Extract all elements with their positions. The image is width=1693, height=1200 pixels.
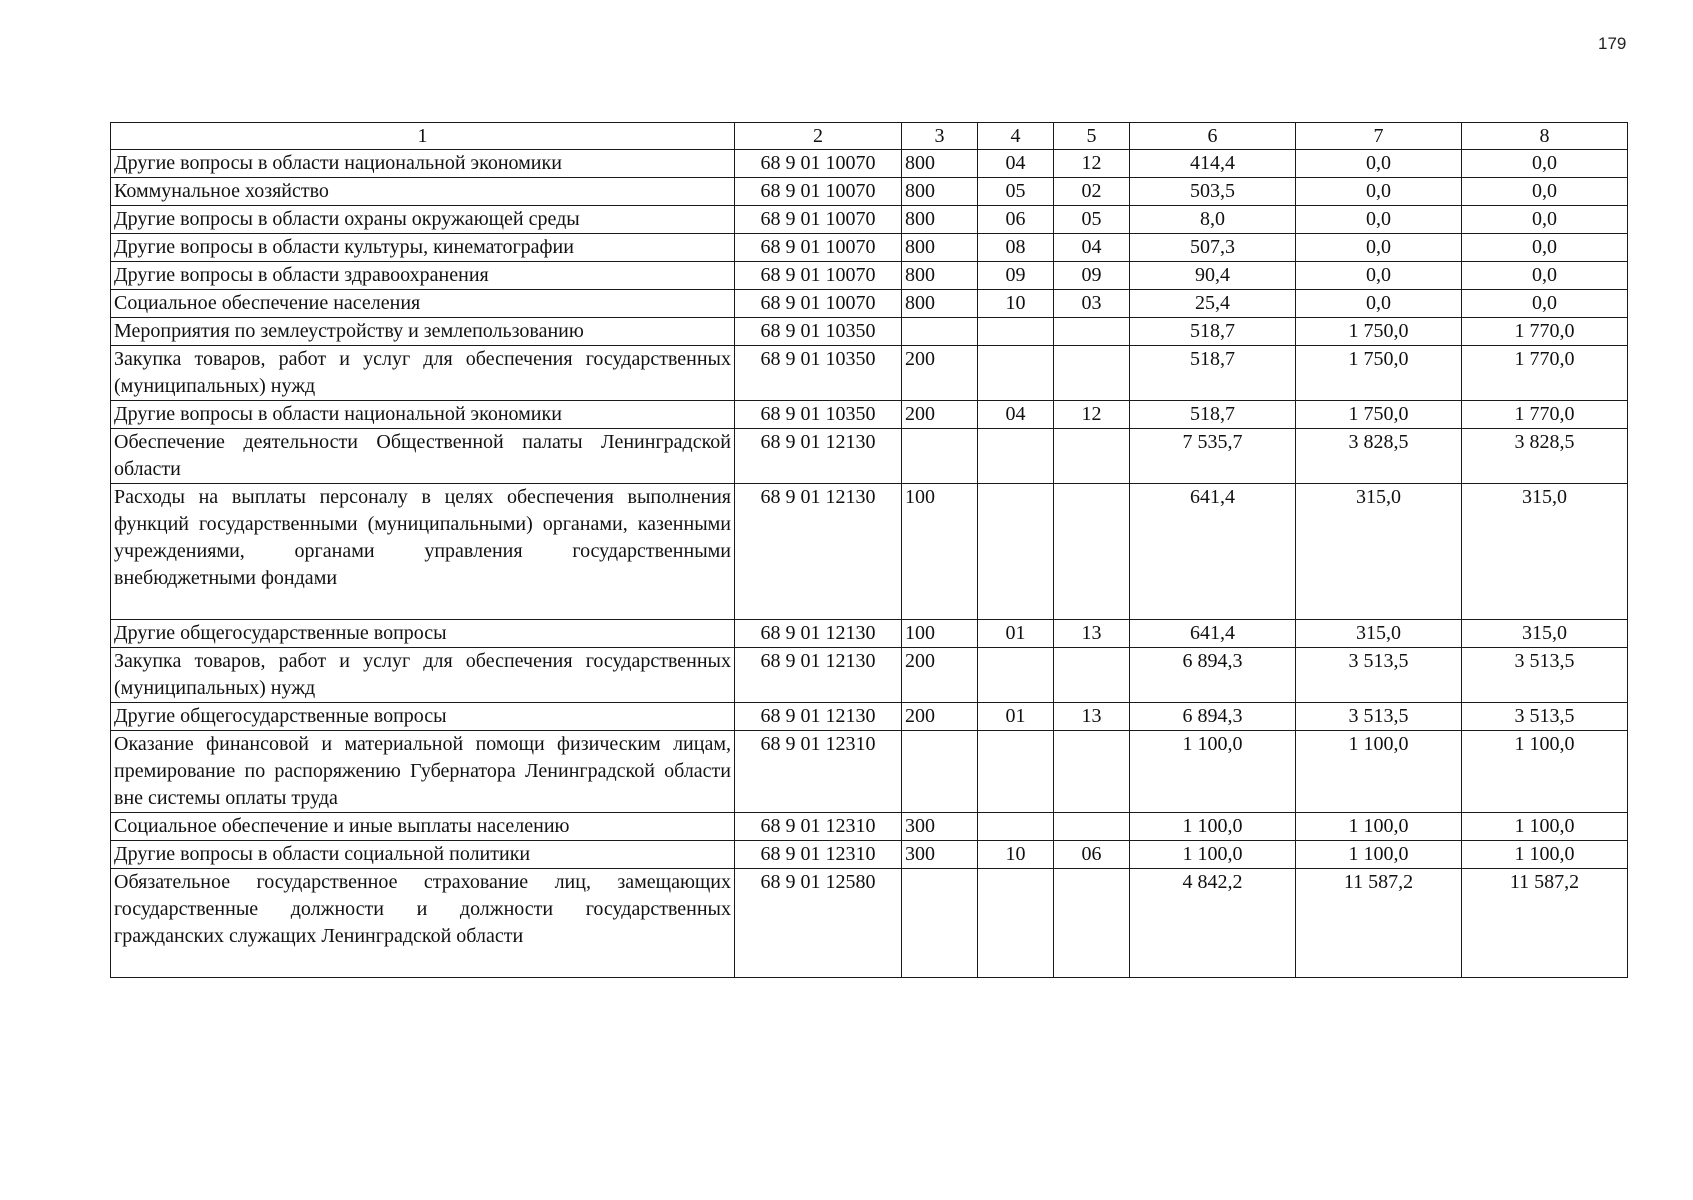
item-name: Другие вопросы в области национальной экономики [111, 401, 735, 429]
table-row [111, 178, 1628, 206]
amount-col8: 0,0 [1462, 206, 1628, 234]
item-name: Расходы на выплаты персоналу в целях обеспечения выполнения функций государственными (муниципальными) органами, казенными учреждениями, органами управления государственными внебюджетными фондами [111, 484, 735, 620]
subsection-code [1054, 346, 1130, 401]
amount-col8: 1 100,0 [1462, 813, 1628, 841]
table-header-row [111, 123, 1628, 150]
item-name: Оказание финансовой и материальной помощи физическим лицам, премирование по распоряжению Губернатора Ленинградской области вне системы оплаты труда [111, 731, 735, 813]
table-row [111, 703, 1628, 731]
section-code: 01 [978, 703, 1054, 731]
expense-type-code: 200 [902, 401, 978, 429]
amount-col7: 0,0 [1296, 178, 1462, 206]
item-name: Другие вопросы в области здравоохранения [111, 262, 735, 290]
table-row [111, 841, 1628, 869]
item-name: Коммунальное хозяйство [111, 178, 735, 206]
amount-col7: 1 100,0 [1296, 731, 1462, 813]
expense-type-code: 300 [902, 813, 978, 841]
table-row [111, 401, 1628, 429]
subsection-code [1054, 869, 1130, 978]
table-row [111, 869, 1628, 978]
amount-col7: 1 750,0 [1296, 318, 1462, 346]
amount-col6: 1 100,0 [1130, 813, 1296, 841]
amount-col8: 315,0 [1462, 620, 1628, 648]
target-article-code: 68 9 01 12310 [735, 731, 902, 813]
expense-type-code: 200 [902, 648, 978, 703]
item-name: Обеспечение деятельности Общественной палаты Ленинградской области [111, 429, 735, 484]
amount-col6: 641,4 [1130, 484, 1296, 620]
amount-col6: 518,7 [1130, 318, 1296, 346]
subsection-code [1054, 731, 1130, 813]
item-name: Другие вопросы в области охраны окружающей среды [111, 206, 735, 234]
table-row [111, 620, 1628, 648]
table-row [111, 813, 1628, 841]
target-article-code: 68 9 01 10070 [735, 206, 902, 234]
amount-col7: 0,0 [1296, 290, 1462, 318]
amount-col7: 11 587,2 [1296, 869, 1462, 978]
expense-type-code: 800 [902, 262, 978, 290]
expense-type-code: 300 [902, 841, 978, 869]
amount-col8: 0,0 [1462, 262, 1628, 290]
item-name: Другие общегосударственные вопросы [111, 620, 735, 648]
table-row [111, 484, 1628, 620]
subsection-code [1054, 813, 1130, 841]
page-number: 179 [1598, 34, 1627, 53]
table-row [111, 150, 1628, 178]
subsection-code: 13 [1054, 703, 1130, 731]
section-code [978, 318, 1054, 346]
subsection-code: 12 [1054, 150, 1130, 178]
subsection-code [1054, 318, 1130, 346]
subsection-code: 02 [1054, 178, 1130, 206]
expense-type-code [902, 731, 978, 813]
expense-type-code: 800 [902, 290, 978, 318]
table-row [111, 234, 1628, 262]
amount-col7: 0,0 [1296, 150, 1462, 178]
subsection-code: 05 [1054, 206, 1130, 234]
section-code: 10 [978, 290, 1054, 318]
amount-col8: 1 770,0 [1462, 401, 1628, 429]
amount-col8: 0,0 [1462, 234, 1628, 262]
subsection-code [1054, 429, 1130, 484]
target-article-code: 68 9 01 12130 [735, 620, 902, 648]
amount-col7: 0,0 [1296, 262, 1462, 290]
amount-col7: 0,0 [1296, 234, 1462, 262]
item-name: Социальное обеспечение и иные выплаты населению [111, 813, 735, 841]
expense-type-code: 800 [902, 234, 978, 262]
table-row [111, 731, 1628, 813]
section-code: 01 [978, 620, 1054, 648]
amount-col6: 414,4 [1130, 150, 1296, 178]
amount-col7: 315,0 [1296, 484, 1462, 620]
amount-col8: 1 770,0 [1462, 318, 1628, 346]
column-header: 2 [735, 123, 902, 150]
subsection-code [1054, 648, 1130, 703]
section-code: 05 [978, 178, 1054, 206]
subsection-code: 04 [1054, 234, 1130, 262]
expense-type-code: 800 [902, 206, 978, 234]
amount-col7: 3 828,5 [1296, 429, 1462, 484]
column-header: 8 [1462, 123, 1628, 150]
expense-type-code [902, 869, 978, 978]
amount-col7: 1 100,0 [1296, 813, 1462, 841]
column-header: 3 [902, 123, 978, 150]
column-header: 1 [111, 123, 735, 150]
subsection-code [1054, 484, 1130, 620]
amount-col6: 1 100,0 [1130, 731, 1296, 813]
expense-type-code: 800 [902, 150, 978, 178]
target-article-code: 68 9 01 10070 [735, 178, 902, 206]
expense-type-code [902, 318, 978, 346]
subsection-code: 03 [1054, 290, 1130, 318]
table-row [111, 262, 1628, 290]
amount-col6: 507,3 [1130, 234, 1296, 262]
section-code [978, 346, 1054, 401]
amount-col6: 503,5 [1130, 178, 1296, 206]
amount-col7: 3 513,5 [1296, 648, 1462, 703]
target-article-code: 68 9 01 10070 [735, 290, 902, 318]
section-code [978, 731, 1054, 813]
amount-col6: 1 100,0 [1130, 841, 1296, 869]
amount-col6: 518,7 [1130, 346, 1296, 401]
amount-col7: 1 750,0 [1296, 346, 1462, 401]
amount-col8: 0,0 [1462, 150, 1628, 178]
amount-col6: 641,4 [1130, 620, 1296, 648]
amount-col7: 315,0 [1296, 620, 1462, 648]
amount-col8: 3 513,5 [1462, 703, 1628, 731]
amount-col6: 90,4 [1130, 262, 1296, 290]
target-article-code: 68 9 01 12580 [735, 869, 902, 978]
column-header: 4 [978, 123, 1054, 150]
amount-col8: 0,0 [1462, 290, 1628, 318]
item-name: Другие вопросы в области социальной политики [111, 841, 735, 869]
target-article-code: 68 9 01 10070 [735, 234, 902, 262]
target-article-code: 68 9 01 12130 [735, 703, 902, 731]
column-header: 5 [1054, 123, 1130, 150]
section-code [978, 484, 1054, 620]
table-row [111, 318, 1628, 346]
section-code: 08 [978, 234, 1054, 262]
target-article-code: 68 9 01 12130 [735, 648, 902, 703]
expense-type-code: 100 [902, 484, 978, 620]
section-code [978, 813, 1054, 841]
target-article-code: 68 9 01 10070 [735, 262, 902, 290]
amount-col8: 11 587,2 [1462, 869, 1628, 978]
expense-type-code: 800 [902, 178, 978, 206]
expense-type-code [902, 429, 978, 484]
section-code: 06 [978, 206, 1054, 234]
item-name: Другие общегосударственные вопросы [111, 703, 735, 731]
amount-col8: 1 100,0 [1462, 731, 1628, 813]
target-article-code: 68 9 01 10350 [735, 346, 902, 401]
target-article-code: 68 9 01 10070 [735, 150, 902, 178]
item-name: Обязательное государственное страхование лиц, замещающих государственные должности и должности государственных гражданских служащих Ленинградской области [111, 869, 735, 978]
amount-col7: 1 750,0 [1296, 401, 1462, 429]
amount-col8: 1 770,0 [1462, 346, 1628, 401]
section-code: 04 [978, 401, 1054, 429]
expense-type-code: 100 [902, 620, 978, 648]
item-name: Закупка товаров, работ и услуг для обеспечения государственных (муниципальных) нужд [111, 346, 735, 401]
target-article-code: 68 9 01 12130 [735, 484, 902, 620]
section-code: 10 [978, 841, 1054, 869]
target-article-code: 68 9 01 10350 [735, 318, 902, 346]
amount-col6: 518,7 [1130, 401, 1296, 429]
target-article-code: 68 9 01 10350 [735, 401, 902, 429]
amount-col6: 8,0 [1130, 206, 1296, 234]
item-name: Мероприятия по землеустройству и землепользованию [111, 318, 735, 346]
amount-col8: 1 100,0 [1462, 841, 1628, 869]
amount-col6: 6 894,3 [1130, 703, 1296, 731]
amount-col7: 1 100,0 [1296, 841, 1462, 869]
table-row [111, 290, 1628, 318]
target-article-code: 68 9 01 12310 [735, 841, 902, 869]
expense-type-code: 200 [902, 346, 978, 401]
amount-col6: 7 535,7 [1130, 429, 1296, 484]
budget-table [110, 122, 1628, 978]
subsection-code: 13 [1054, 620, 1130, 648]
item-name: Закупка товаров, работ и услуг для обеспечения государственных (муниципальных) нужд [111, 648, 735, 703]
column-header: 7 [1296, 123, 1462, 150]
section-code [978, 648, 1054, 703]
amount-col8: 0,0 [1462, 178, 1628, 206]
section-code [978, 429, 1054, 484]
section-code: 04 [978, 150, 1054, 178]
amount-col8: 3 513,5 [1462, 648, 1628, 703]
target-article-code: 68 9 01 12310 [735, 813, 902, 841]
amount-col7: 0,0 [1296, 206, 1462, 234]
amount-col6: 25,4 [1130, 290, 1296, 318]
table-row [111, 346, 1628, 401]
amount-col8: 315,0 [1462, 484, 1628, 620]
item-name: Другие вопросы в области национальной экономики [111, 150, 735, 178]
section-code [978, 869, 1054, 978]
amount-col6: 4 842,2 [1130, 869, 1296, 978]
item-name: Социальное обеспечение населения [111, 290, 735, 318]
item-name: Другие вопросы в области культуры, кинематографии [111, 234, 735, 262]
table-row [111, 648, 1628, 703]
column-header: 6 [1130, 123, 1296, 150]
table-row [111, 206, 1628, 234]
target-article-code: 68 9 01 12130 [735, 429, 902, 484]
subsection-code: 06 [1054, 841, 1130, 869]
amount-col7: 3 513,5 [1296, 703, 1462, 731]
expense-type-code: 200 [902, 703, 978, 731]
section-code: 09 [978, 262, 1054, 290]
amount-col8: 3 828,5 [1462, 429, 1628, 484]
table-row [111, 429, 1628, 484]
amount-col6: 6 894,3 [1130, 648, 1296, 703]
subsection-code: 09 [1054, 262, 1130, 290]
subsection-code: 12 [1054, 401, 1130, 429]
